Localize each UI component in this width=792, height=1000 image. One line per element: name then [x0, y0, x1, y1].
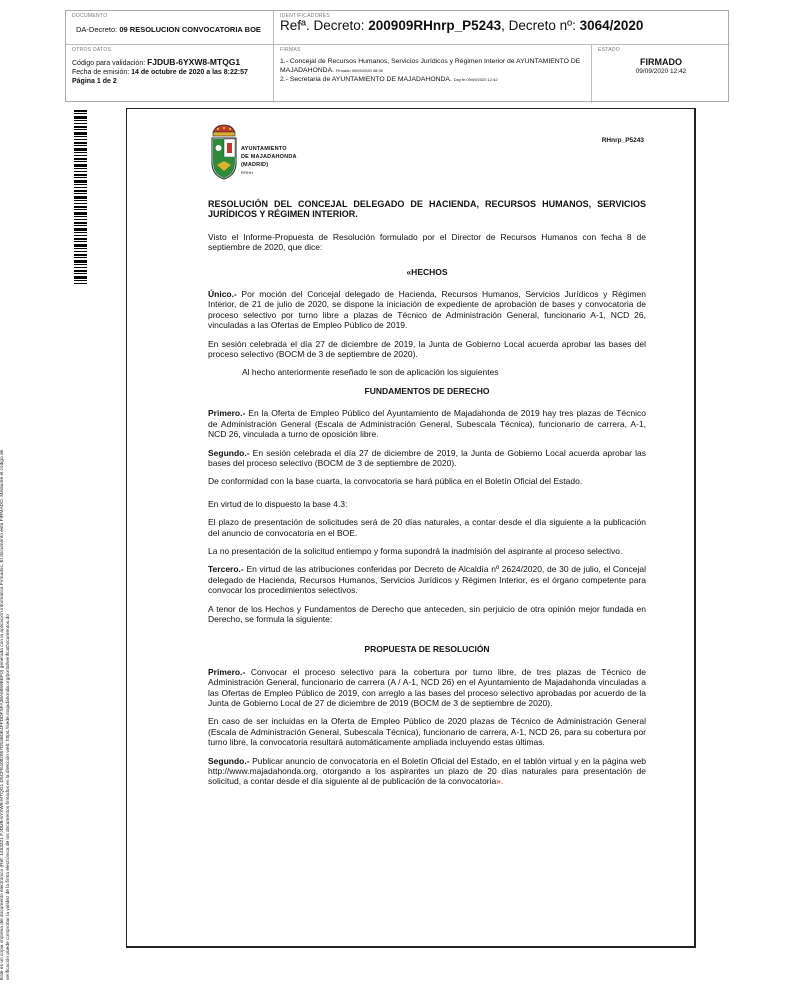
documento-label: DOCUMENTO — [72, 13, 108, 19]
fundamento-segundo — [208, 448, 646, 469]
document-page — [126, 108, 696, 948]
caso-paragraph: En caso de ser incluidas en la Oferta de Empleo Público de 2020 plazas de Técnico de Administración General (Escala de Administración General, Subescala Técnica), funcionario de carrera, A-1, NCD 26, para su cobertura por turno libre, la convocatoria resultará automáticamente ampliada incluyendo estas últimas. — [208, 716, 646, 748]
status-badge: FIRMADO — [640, 57, 682, 67]
firmas-cell — [274, 45, 592, 103]
fundamento-primero — [208, 408, 646, 439]
otros-datos-cell — [66, 45, 274, 103]
municipal-crest-icon — [209, 123, 239, 185]
propuesta-segundo-label: Segundo.- — [208, 755, 250, 766]
letterhead-line-1: AYUNTAMIENTO — [241, 146, 287, 152]
documento-cell — [66, 11, 274, 45]
firma-1-timestamp: Firmado 09/09/2020 08:36 — [335, 68, 383, 73]
unico-paragraph — [208, 289, 646, 331]
ident-label: IDENTIFICADORES — [280, 13, 331, 19]
fundamentos-heading: FUNDAMENTOS DE DERECHO — [364, 385, 490, 396]
fundamento-tercero-label: Tercero.- — [208, 564, 244, 575]
otros-label: OTROS DATOS — [72, 47, 112, 53]
fundamento-tercero — [208, 564, 646, 595]
document-body — [208, 199, 646, 795]
fundamento-segundo-label: Segundo.- — [208, 447, 250, 458]
fundamento-segundo-text: En sesión celebrada el día 27 de diciembre de 2019, la Junta de Gobierno Local acuerda aprobar las bases del proceso selectivo (BOCM de 3 de septiembre de 2020). — [208, 447, 646, 468]
side-text-line-1: Este es un copia impresa del documento electrónico (Ref: 1463321 FJDUB-6YXW8-MTQG1 D5CFE4082857D536DE4FFDDFSFA38A6959EEF0) generada con la aplicación informática Firmadoc. El documento está FIRMADO. Mediante el código de — [0, 449, 5, 980]
letterhead-line-3: (MADRID) — [241, 162, 269, 168]
page-count: Página 1 de 2 — [72, 78, 117, 85]
letterhead-line-4: RRHH — [241, 170, 254, 175]
fecha-prefix: Fecha de emisión: — [72, 69, 132, 76]
hechos-heading: «HECHOS — [406, 266, 448, 277]
codigo-prefix: Código para validación: — [72, 60, 148, 67]
firmas-label: FIRMAS — [280, 47, 301, 53]
estado-cell — [592, 45, 730, 103]
ref-num: 3064/2020 — [579, 18, 644, 33]
fundamento-primero-label: Primero.- — [208, 408, 246, 419]
signature-header — [65, 10, 729, 102]
sesion-paragraph: En sesión celebrada el día 27 de diciembre de 2019, la Junta de Gobierno Local acuerda aprobar las bases del proceso selectivo (BOCM de 3 de septiembre de 2020). — [208, 338, 646, 360]
firma-2-timestamp: Doy fe 09/09/2020 12:42 — [453, 77, 498, 82]
documento-name: 09 RESOLUCION CONVOCATORIA BOE — [119, 25, 261, 34]
document-reference: RHnrp_P5243 — [601, 137, 644, 144]
propuesta-primero — [208, 667, 646, 709]
firma-1: 1.- Concejal de Recursos Humanos, Servicios Jurídicos y Régimen Interior de AYUNTAMIENTO DE MAJADAHONDA. — [280, 58, 581, 74]
conformidad-paragraph: De conformidad con la base cuarta, la convocatoria se hará pública en el Boletín Oficial del Estado. — [208, 476, 583, 487]
closing-quote-mark: ». — [496, 776, 504, 787]
aplicacion-paragraph: Al hecho anteriormente reseñado le son de aplicación los siguientes — [242, 367, 499, 378]
documento-prefix: DA-Decreto: — [76, 25, 120, 34]
barcode — [74, 110, 87, 285]
propuesta-heading: PROPUESTA DE RESOLUCIÓN — [364, 644, 490, 655]
ref-code: 200909RHnrp_P5243 — [368, 18, 502, 33]
validation-code: FJDUB-6YXW8-MTQG1 — [147, 57, 241, 67]
unico-text: Por moción del Concejal delegado de Hacienda, Recursos Humanos, Servicios Jurídicos y Régimen Interior, de 21 de julio de 2020, se dispone la iniciación de expediente de aprobación de bases y convocatoria de proceso selectivo por turno libre a plazas de Técnico de Administración General, funcionario A-1, NCD 26, vinculadas a las Ofertas de Empleo Público de 2019. — [208, 289, 646, 331]
letterhead-line-2: DE MAJADAHONDA — [241, 154, 297, 160]
emission-date: 14 de octubre de 2020 a las 8:22:57 — [131, 69, 248, 76]
no-presentacion-paragraph: La no presentación de la solicitud entiempo y forma supondrá la inadmisión del aspirante al proceso selectivo. — [208, 545, 623, 556]
propuesta-primero-label: Primero.- — [208, 666, 246, 677]
unico-label: Único.- — [208, 289, 237, 300]
fundamento-primero-text: En la Oferta de Empleo Público del Ayuntamiento de Majadahonda de 2019 hay tres plazas de Técnico de Administración General (Escala de Administración General, Subescala Técnica), funcionario de carrera, A-1, NCD 26, vinculada a turno de oposición libre. — [208, 408, 646, 440]
side-text-line-2: verificación puede comprobar la validez de la firma electrónica de los documentos firmados en la dirección web: https://sede.majadahonda.org/portal/verificaDocumentos.do — [6, 614, 11, 980]
verification-side-text — [0, 450, 12, 980]
ref-mid: , Decreto nº: — [501, 18, 580, 33]
ayuntamiento-letterhead — [241, 145, 297, 177]
virtud-paragraph: En virtud de lo dispuesto la base 4.3: — [208, 498, 348, 509]
propuesta-segundo — [208, 756, 646, 787]
intro-paragraph: Visto el Informe-Propuesta de Resolución formulado por el Director de Recursos Humanos con fecha 8 de septiembre de 2020, que dice: — [208, 231, 646, 253]
identificadores-cell — [274, 11, 730, 45]
tenor-paragraph: A tenor de los Hechos y Fundamentos de Derecho que anteceden, sin perjuicio de otra opinión mejor fundada en Derecho, se formula la siguiente: — [208, 603, 646, 624]
plazo-paragraph: El plazo de presentación de solicitudes será de 20 días naturales, a contar desde el día siguiente a la publicación del anuncio de convocatoria en el BOE. — [208, 517, 646, 538]
fundamento-tercero-text: En virtud de las atribuciones conferidas por Decreto de Alcaldía nº 2624/2020, de 30 de julio, el Concejal delegado de Hacienda, Recursos Humanos, Servicios Jurídicos y Régimen Interior, es el órgano competente para convocar los procedimientos selectivos. — [208, 564, 646, 596]
ref-prefix: Refª. Decreto: — [280, 18, 369, 33]
firma-2: 2.- Secretaria de AYUNTAMIENTO DE MAJADAHONDA. — [280, 76, 452, 83]
propuesta-primero-text: Convocar el proceso selectivo para la cobertura por turno libre, de tres plazas de Técnico de Administración General, funcionario de carrera (A / A-1, NCD 26) en el Ayuntamiento de Majadahonda vinculadas a las Ofertas de Empleo Público de 2019, con arreglo a las bases del proceso selectivo aprobadas por acuerdo de la Junta de Gobierno Local de 27 de diciembre de 2019 (BOCM de 3 de septiembre de 2020). — [208, 666, 646, 708]
propuesta-segundo-text: Publicar anuncio de convocatoria en el Boletín Oficial del Estado, en el tablón virtual y en la página web http://www.majadahonda.org, otorgando a los aspirantes un plazo de 20 días naturales para presentación de solicitud, a contar desde el día siguiente al de publicación de la convocatoria — [208, 755, 646, 787]
resolution-title: RESOLUCIÓN DEL CONCEJAL DELEGADO DE HACIENDA, RECURSOS HUMANOS, SERVICIOS JURÍDICOS Y RÉGIMEN INTERIOR. — [208, 199, 646, 220]
status-date: 09/09/2020 12:42 — [635, 68, 687, 75]
estado-label: ESTADO — [598, 47, 620, 53]
